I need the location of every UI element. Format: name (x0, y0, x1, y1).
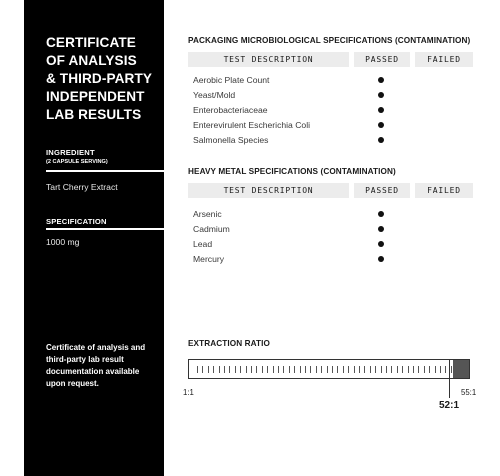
ratio-tick (327, 366, 328, 373)
ratio-tick (354, 366, 355, 373)
extraction-min-label: 1:1 (183, 388, 194, 397)
extraction-section-title: EXTRACTION RATIO (188, 339, 270, 348)
extraction-max-label: 55:1 (461, 388, 477, 397)
sidebar (24, 0, 164, 476)
extraction-ratio-value: 52:1 (439, 400, 460, 411)
ratio-tick (256, 366, 257, 373)
ratio-tick (440, 366, 441, 373)
specification-label: SPECIFICATION (46, 217, 107, 226)
ratio-tick (408, 366, 409, 373)
ratio-tick (386, 366, 387, 373)
passed-dot (378, 256, 384, 262)
ingredient-serving-note: (2 CAPSULE SERVING) (46, 159, 108, 165)
metals-row-label: Lead (193, 239, 213, 249)
ratio-tick (229, 366, 230, 373)
ratio-tick (283, 366, 284, 373)
passed-dot (378, 92, 384, 98)
ratio-tick (219, 366, 220, 373)
ratio-tick (375, 366, 376, 373)
passed-dot (378, 122, 384, 128)
ratio-tick (321, 366, 322, 373)
specification-divider (46, 228, 164, 230)
ingredient-value: Tart Cherry Extract (46, 182, 118, 192)
ratio-tick (202, 366, 203, 373)
microbio-header-passed: PASSED (354, 52, 410, 67)
ratio-tick (418, 366, 419, 373)
ingredient-divider (46, 170, 164, 172)
passed-dot (378, 226, 384, 232)
ratio-tick (364, 366, 365, 373)
ratio-tick (278, 366, 279, 373)
ratio-tick (208, 366, 209, 373)
documentation-note: Certificate of analysis and third-party lab result documentation available upon request. (46, 343, 146, 388)
metals-header-failed: FAILED (415, 183, 473, 198)
metals-row-label: Cadmium (193, 224, 230, 234)
ratio-tick (332, 366, 333, 373)
ratio-tick (343, 366, 344, 373)
passed-dot (378, 241, 384, 247)
ratio-tick (337, 366, 338, 373)
ingredient-label: INGREDIENT (46, 148, 95, 157)
microbio-row-label: Enterevirulent Escherichia Coli (193, 120, 311, 130)
ratio-tick (305, 366, 306, 373)
certificate-title: CERTIFICATE OF ANALYSIS & THIRD-PARTY INDEPENDENT LAB RESULTS (46, 35, 153, 122)
extraction-ratio-bar (188, 359, 470, 379)
ratio-tick (381, 366, 382, 373)
microbio-row-label: Yeast/Mold (193, 90, 236, 100)
ratio-tick (402, 366, 403, 373)
metals-row-label: Arsenic (193, 209, 222, 219)
ratio-tick (435, 366, 436, 373)
extraction-ratio-marker (449, 359, 450, 398)
ratio-tick (240, 366, 241, 373)
passed-dot (378, 107, 384, 113)
microbio-header-failed: FAILED (415, 52, 473, 67)
ratio-tick (235, 366, 236, 373)
ratio-tick (273, 366, 274, 373)
ratio-tick (451, 366, 452, 373)
extraction-ratio-fill (453, 360, 469, 378)
ratio-tick (294, 366, 295, 373)
ratio-tick (391, 366, 392, 373)
ratio-tick (310, 366, 311, 373)
metals-section-title: HEAVY METAL SPECIFICATIONS (CONTAMINATION) (188, 167, 396, 176)
metals-header-passed: PASSED (354, 183, 410, 198)
microbio-row-label: Salmonella Species (193, 135, 269, 145)
ratio-tick (370, 366, 371, 373)
ratio-tick (289, 366, 290, 373)
microbio-row-label: Aerobic Plate Count (193, 75, 270, 85)
ratio-tick (348, 366, 349, 373)
ratio-tick (316, 366, 317, 373)
ratio-tick (445, 366, 446, 373)
ratio-tick (251, 366, 252, 373)
ratio-tick (424, 366, 425, 373)
ratio-tick (213, 366, 214, 373)
metals-row-label: Mercury (193, 254, 225, 264)
microbio-section-title: PACKAGING MICROBIOLOGICAL SPECIFICATIONS (CONTAMINATION) (188, 36, 471, 45)
ratio-tick (300, 366, 301, 373)
ratio-tick (267, 366, 268, 373)
ratio-tick (397, 366, 398, 373)
passed-dot (378, 137, 384, 143)
passed-dot (378, 77, 384, 83)
metals-header-description: TEST DESCRIPTION (188, 183, 349, 198)
ratio-tick (413, 366, 414, 373)
specification-value: 1000 mg (46, 237, 80, 247)
ratio-tick (429, 366, 430, 373)
microbio-row-label: Enterobacteriaceae (193, 105, 268, 115)
passed-dot (378, 211, 384, 217)
ratio-tick (246, 366, 247, 373)
microbio-header-description: TEST DESCRIPTION (188, 52, 349, 67)
ratio-tick (359, 366, 360, 373)
ratio-tick (197, 366, 198, 373)
ratio-tick (262, 366, 263, 373)
ratio-tick (224, 366, 225, 373)
